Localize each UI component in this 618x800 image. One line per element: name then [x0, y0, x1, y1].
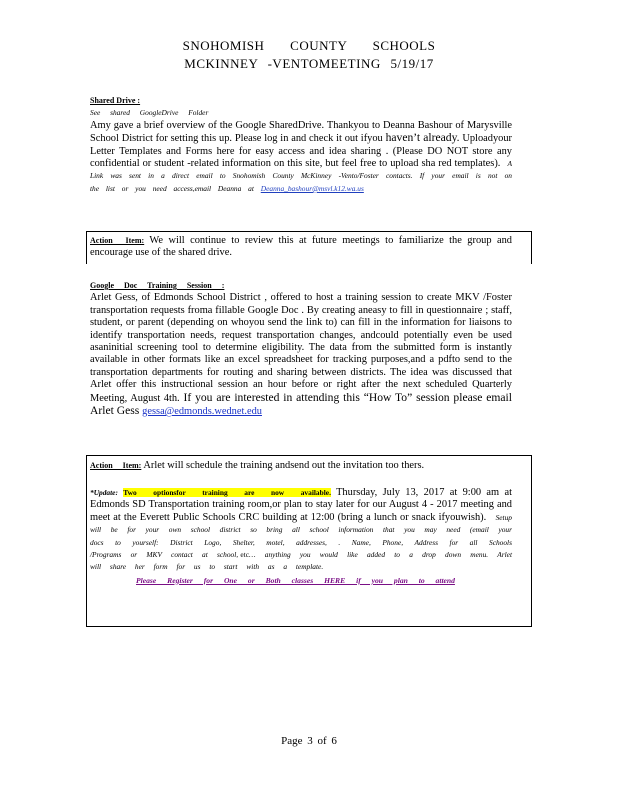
- shared-drive-see-folder: See shared GoogleDrive Folder: [90, 108, 209, 118]
- action-item-2: [90, 460, 512, 472]
- google-doc-email-link[interactable]: gessa@edmonds.wednet.edu: [142, 406, 262, 418]
- update-setup: Setup will be for your own school district so bring all school information that you may need (email your docs to yourself: District Logo, Shelter, motel, addresses, . Name, Phone, Address for all Schools /Programs or MKV contact at school,: [90, 512, 512, 560]
- action-item-2-text: Arlet will schedule the training andsend out the invitation too thers.: [141, 460, 425, 471]
- shared-drive-paragraph: [90, 120, 512, 195]
- action-item-1: [90, 235, 512, 260]
- google-doc-paragraph: [90, 292, 512, 418]
- shared-drive-body-cont: Uploadyour Letter Templates and Forms here for easy access and idea sharing . (Please DO NOT store any confidential or student -related information on this site, but feel free to upload sha red templates).: [90, 133, 512, 170]
- google-doc-interest: If you are interested in attending this “How To” session please email Arlet Gess: [90, 390, 513, 418]
- register-link[interactable]: Please Register for One or Both classes HERE if you plan to attend: [136, 575, 455, 585]
- action-item-1-label: Action Item:: [90, 236, 145, 245]
- meeting-subtitle: MCKINNEY -VENTOMEETING 5/19/17: [184, 56, 434, 71]
- google-doc-section: [90, 280, 512, 418]
- shared-drive-note: A Link was sent in a direct email to Snohomish County McKinney -Vento/Foster contacts. If your email is not on the list or you need access,email Deanna at: [90, 159, 512, 193]
- update-body: Thursday, July 13, 2017 at 9:00 am at Edmonds SD Transportation training room,or plan to stay later for our August 4 - 2017 meeting and meet at the Everett Public Schools CRC building at 12:00 (bring a lunch or snack ifyouwish).: [90, 487, 512, 523]
- shared-drive-section: [90, 95, 512, 195]
- shared-drive-emphasis: haven’t already.: [385, 131, 460, 145]
- update-highlight: Two optionsfor training are now available.: [123, 488, 331, 497]
- document-title: SNOHOMISH COUNTY SCHOOLS: [182, 38, 436, 53]
- update-section: [90, 487, 512, 587]
- page-number: Page 3 of 6: [281, 735, 337, 747]
- action-item-2-label: Action Item:: [90, 461, 142, 470]
- register-line: [90, 575, 512, 587]
- shared-drive-email-link[interactable]: Deanna_bashour@msvl.k12.wa.us: [260, 183, 364, 193]
- update-etc: etc: [238, 550, 249, 560]
- action-item-1-text: We will continue to review this at future meetings to familiarize the group and encourage use of the shared drive.: [90, 235, 512, 259]
- update-setup-cont: … anything you would like added to a drop down menu. Arlet will share her form for us to start with as a template.: [90, 550, 512, 572]
- shared-drive-heading: Shared Drive :: [90, 96, 141, 105]
- google-doc-body: Arlet Gess, of Edmonds School District , offered to host a training session to create MKV /Foster transportation requests froma fillable Google Doc . By creating aneasy to fill in questionnaire ; staff, student, or parent (depending on whoyou send the link to) can fill in the information for liaisons to identify transportation needs, request transportation changes, andcould potentially even be used asaninitial screening tool to determine eligibility. The data from the submitted form is instantly available in other formats like an excel spreadsheet for tracking purposes,and a pdfto send to the transportation departments for routing and sharing between districts. The idea was discussed that Arlet offer this instructional session an hour before or right after the next scheduled Quarterly Meeting, August 4th.: [90, 292, 512, 404]
- google-doc-heading: Google Doc Training Session :: [90, 281, 225, 290]
- update-paragraph: [90, 487, 512, 574]
- shared-drive-body: Amy gave a brief overview of the Google SharedDrive. Thankyou to Deanna Bashour of Marysville School District for setting this up. Please log in and check it out ifyou: [90, 119, 512, 145]
- update-label: *Update:: [90, 488, 118, 497]
